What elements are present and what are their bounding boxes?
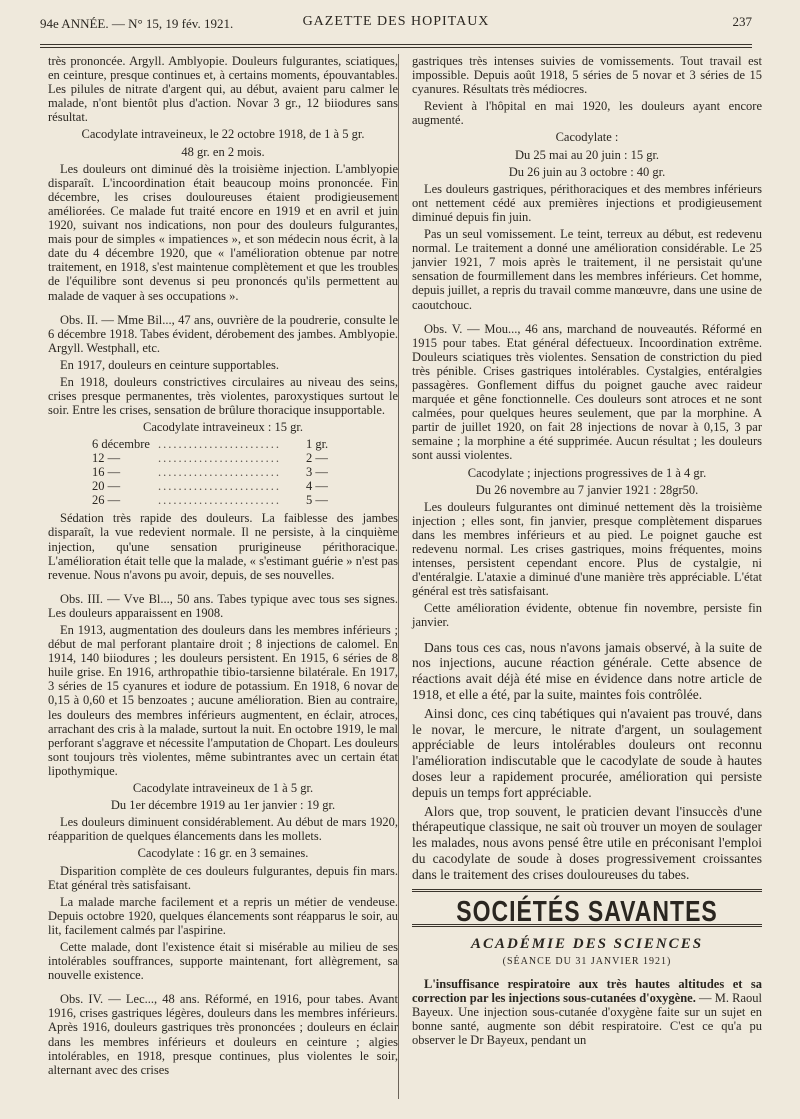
dose-line: Du 26 novembre au 7 janvier 1921 : 28gr50. (475, 482, 699, 497)
paragraph: Revient à l'hôpital en mai 1920, les douleurs ayant encore augmenté. (412, 99, 762, 128)
section-title: SOCIÉTÉS SAVANTES (456, 894, 718, 927)
section-rule (412, 889, 762, 892)
paragraph: En 1913, augmentation des douleurs dans les membres inférieurs ; début de mal perforant plantaire droit ; 8 injections de calomel. En 1914, 140 biiodures ; les douleurs persistent. En 1915, 6 séries de 8 huile grise. En 1916, arthropathie tibio-tarsienne bilatérale. En 1917, 3 séries de 15 cyanures et iodure de potassium. En 1918, 6 novar de 0,15 à 0,60 et 15 benzoates ; aucune amélioration. Bien au contraire, les douleurs des membres inférieurs augmentent, en éclair, atroces, arrachant des cris à la malade, surtout la nuit. En octobre 1919, le mal perforant s'aggrave et nécessite l'amputation de Chopart. Les douleurs sont toujours très violentes, même subintrantes avec un certain état lipothymique. (48, 623, 398, 778)
leader-dots: ........................ (157, 451, 281, 466)
dose-date: 20 — (92, 479, 121, 494)
dose-line: Cacodylate : (555, 130, 619, 145)
dose-line: Cacodylate intraveineux : 15 gr. (142, 420, 304, 435)
conclusion-paragraph: Alors que, trop souvent, le praticien devant l'insuccès d'une thérapeutique classique, ne sait où trouver un moyen de soulager les malades, nous avons pensé être utile en préconisant l'emploi du cacodylate de soude à doses progressivement croissantes dans le traitement des crises douloureuses du tabes. (412, 803, 762, 882)
paragraph: Les douleurs gastriques, périthoraciques et des membres inférieurs ont nettement cédé aux premières injections et prodigieusement diminué depuis fin juin. (412, 181, 762, 224)
leader-dots: ........................ (157, 465, 281, 480)
right-column (412, 54, 762, 1050)
left-column (48, 54, 398, 1080)
table-row (88, 465, 332, 479)
table-row (88, 451, 332, 465)
dose-amount: 2 — (305, 451, 328, 466)
dose-amount: 5 — (305, 493, 328, 508)
dose-amount: 3 — (305, 465, 328, 480)
table-row (88, 479, 332, 493)
leader-dots: ........................ (157, 437, 281, 452)
page-header (40, 14, 752, 38)
paragraph: Pas un seul vomissement. Le teint, terreux au début, est redevenu normal. Le traitement a donné une amélioration considérable. Le 25 janvier 1921, 7 mois après le traitement, il ne persistait qu'une sensation de fourmillement dans les membres inférieurs. Cet homme, depuis juillet, a repris du travail comme manœuvre, dans une usine de caoutchouc. (412, 227, 762, 312)
dose-line: Cacodylate intraveineux, le 22 octobre 1918, de 1 à 5 gr. (81, 127, 365, 142)
paragraph: Sédation très rapide des douleurs. La faiblesse des jambes disparaît, la vue redevient normale. Il ne persiste, à la cinquième injection, qu'une sensation prurigineuse périthoracique. L'amélioration était telle que la malade, « s'estimant guérie » n'est pas revenue. Nous n'avons pu avoir, depuis, de ses nouvelles. (48, 511, 398, 582)
dose-table (88, 437, 332, 507)
paragraph: très prononcée. Argyll. Amblyopie. Douleurs fulgurantes, sciatiques, en ceinture, presque continues et, à certains moments, épouvantables. Les pilules de nitrate d'argent qui, au début, avaient paru calmer le malade, n'ont bientôt plus d'action. Novar 3 gr., 12 biiodures sans résultat. (48, 54, 398, 125)
journal-title: GAZETTE DES HOPITAUX (302, 14, 490, 29)
column-separator (398, 54, 399, 1099)
observation-heading: Obs. II. — Mme Bil..., 47 ans, ouvrière de la poudrerie, consulte le 6 décembre 1918. Tabes évident, dérobement des jambes. Amblyopie. Argyll. Westphall, etc. (48, 312, 398, 355)
dose-line: Cacodylate : 16 gr. en 3 semaines. (137, 846, 309, 861)
paragraph: En 1917, douleurs en ceinture supportables. (60, 357, 280, 372)
dose-amount: 4 — (305, 479, 328, 494)
issue-info: 94e ANNÉE. — N° 15, 19 fév. 1921. (40, 16, 234, 31)
paragraph: Disparition complète de ces douleurs fulgurantes, depuis fin mars. Etat général très satisfaisant. (48, 863, 398, 892)
header-rule (40, 44, 752, 45)
table-row (88, 493, 332, 507)
paragraph: Les douleurs diminuent considérablement. Au début de mars 1920, réapparition de quelques élancements dans les mollets. (48, 815, 398, 844)
paragraph: Cette malade, dont l'existence était si misérable au milieu de ses intolérables souffrances, supporte maintenant, fort allègrement, sa nouvelle existence. (48, 939, 398, 983)
header-rule-2 (40, 47, 752, 48)
dose-date: 26 — (92, 493, 121, 508)
paragraph: En 1918, douleurs constrictives circulaires au niveau des seins, crises presque permanentes, très violentes, paroxystiques surtout le soir. Entre les crises, sensation de brûlure thoracique insupportable. (48, 374, 398, 418)
conclusion-paragraph: Dans tous ces cas, nous n'avons jamais observé, à la suite de nos injections, aucune réaction générale. Cette absence de réactions avait déjà été mise en évidence dans notre article de 1918, et elle a été, par la suite, maintes fois contrôlée. (412, 639, 762, 702)
paragraph: Les douleurs fulgurantes ont diminué nettement dès la troisième injection ; elles sont, fin janvier, presque complètement disparues dans les membres inférieurs et au pied. Le poignet gauche est redevenu normal. Les crises gastriques, moins fréquentes, moins intenses, persistent cependant encore. Plus de cystalgie, ni d'entéralgie. L'ataxie a diminué d'une manière très appréciable. L'état général est très satisfaisant. (412, 499, 762, 599)
dose-amount: 1 gr. (305, 437, 329, 452)
article-paragraph (412, 977, 762, 1047)
table-row (88, 437, 332, 451)
dose-date: 16 — (92, 465, 121, 480)
paragraph: gastriques très intenses suivies de vomissements. Tout travail est impossible. Depuis août 1918, 5 séries de 5 novar et 3 séries de 15 cyanures. Résultats très médiocres. (412, 54, 762, 97)
dose-date: 12 — (92, 451, 121, 466)
dose-date: 6 décembre (92, 437, 150, 452)
article-text: — M. Raoul Bayeux. Une injection sous-cutanée d'oxygène faite sur un sujet en bonne santé, augmente son débit respiratoire. C'est ce qu'a pu observer le Dr Bayeux, pendant un (412, 990, 762, 1048)
observation-heading: Obs. V. — Mou..., 46 ans, marchand de nouveautés. Réformé en 1915 pour tabes. Etat général défectueux. Incoordination extrême. Douleurs sciatiques très violentes. Sensation de constriction du pied très pénible. Crises gastriques intolérables. Cystalgies, entéralgies passagères. Gonflement diffus du poignet gauche avec raideur marquée et gêne fonctionnelle. Ces douleurs sont atroces et ne sont calmées, pour quelques heures seulement, que par la morphine. A partir de juillet 1920, on fait 28 injections de novar à 0,15, 3 par semaine ; la morphine a été supprimée. Aucun résultat ; les douleurs sont aussi violentes. (412, 321, 762, 463)
observation-heading: Obs. III. — Vve Bl..., 50 ans. Tabes typique avec tous ses signes. Les douleurs apparaissent en 1908. (48, 591, 398, 620)
leader-dots: ........................ (157, 479, 281, 494)
paragraph: La malade marche facilement et a repris un métier de vendeuse. Depuis octobre 1920, quelques élancements sont réapparus le soir, au lit, facilement calmés par l'aspirine. (48, 894, 398, 937)
paragraph: Cette amélioration évidente, obtenue fin novembre, persiste fin janvier. (412, 601, 762, 630)
academy-heading: ACADÉMIE DES SCIENCES (470, 935, 704, 952)
article-title: L'insuffisance respiratoire aux très hautes altitudes et sa correction par les injections sous-cutanées d'oxygène. (412, 976, 762, 1005)
dose-line: Du 26 juin au 3 octobre : 40 gr. (508, 164, 666, 179)
dose-line: 48 gr. en 2 mois. (181, 144, 265, 159)
session-date: (SÉANCE DU 31 JANVIER 1921) (502, 955, 672, 967)
dose-line: Cacodylate ; injections progressives de 1 à 4 gr. (467, 465, 707, 480)
dose-line: Du 25 mai au 20 juin : 15 gr. (514, 147, 660, 162)
observation-heading: Obs. IV. — Lec..., 48 ans. Réformé, en 1916, pour tabes. Avant 1916, crises gastriques légères, douleurs dans les membres inférieurs. Après 1916, douleurs gastriques très prononcées ; douleurs en éclair dans les membres inférieurs et douleurs en ceinture ; algies intolérables, en 1918, presque continues, plus violentes le soir, alternant avec des crises (48, 992, 398, 1077)
paragraph: Les douleurs ont diminué dès la troisième injection. L'amblyopie disparaît. L'incoordination était beaucoup moins prononcée. Fin décembre, les crises douloureuses étaient prodigieusement améliorées. Ce malade fut traité encore en 1919 et en avril et juin 1920, suivant nos indications, non pour des douleurs fulgurantes, mais pour de simples « impatiences », et son médecin nous écrit, à la date du 4 décembre 1920, que « l'amélioration obtenue par notre traitement, en 1918, s'est maintenue complètement et que les troubles de l'équilibre sont devenus si peu prononcés qu'ils permettent au malade de vaquer à ses occupations ». (48, 161, 398, 303)
conclusion-paragraph: Ainsi donc, ces cinq tabétiques qui n'avaient pas trouvé, dans le novar, le mercure, le nitrate d'argent, un soulagement appréciable de leurs intolérables douleurs ont reconnu l'amélioration indiscutable que le cacodylate de soude à hautes doses leur a rapidement procurée, amélioration qui persiste depuis un temps fort appréciable. (412, 705, 762, 800)
dose-line: Cacodylate intraveineux de 1 à 5 gr. (132, 781, 314, 796)
dose-line: Du 1er décembre 1919 au 1er janvier : 19 gr. (110, 798, 336, 813)
page-number: 237 (732, 14, 752, 29)
leader-dots: ........................ (157, 493, 281, 508)
